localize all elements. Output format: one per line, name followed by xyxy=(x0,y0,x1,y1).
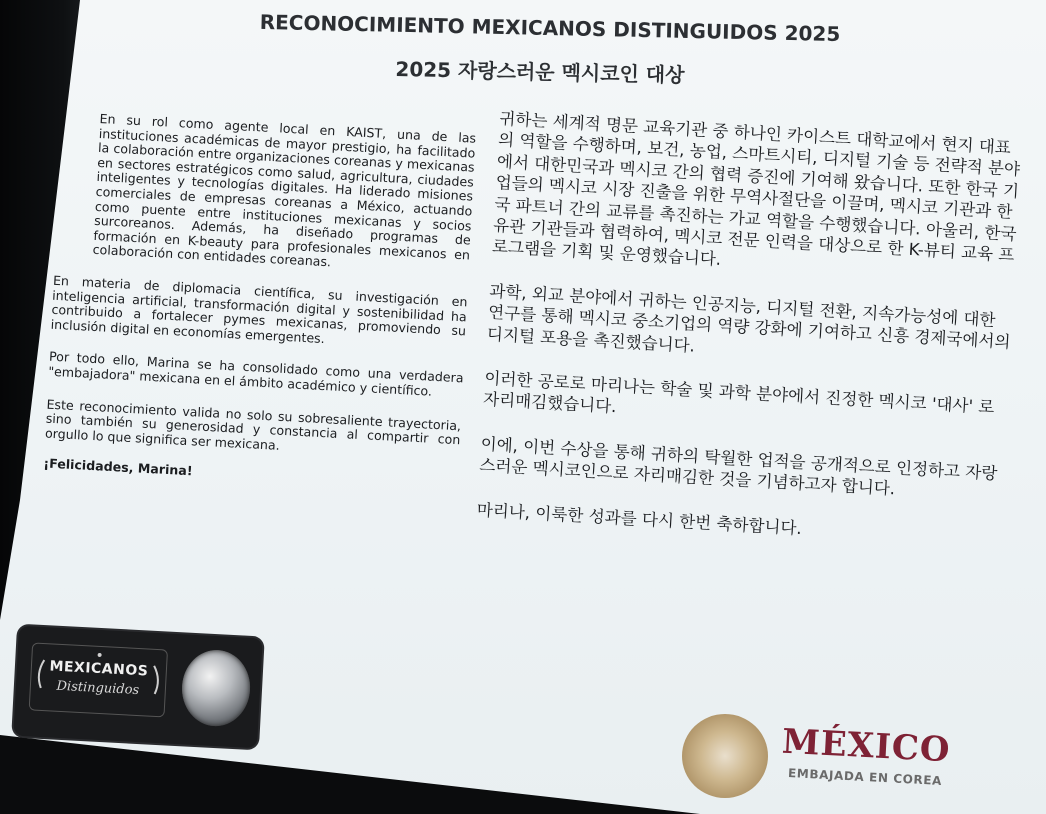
korean-paragraph-2: 과학, 외교 분야에서 귀하는 인공지능, 디지털 전환, 지속가능성에 대한 연구를 통해 멕시코 중소기업의 역량 강화에 기여하고 신흥 경제국에서의 디지털 포용을 촉진했습니다. xyxy=(486,281,1011,356)
badge-subtitle: Distinguidos xyxy=(56,678,140,699)
korean-congratulations: 마리나, 이룩한 성과를 다시 한번 축하합니다. xyxy=(476,500,803,538)
spanish-paragraph-4: Este reconocimiento valida no solo su sobresaliente trayectoria, sino también su generosidad y constancia al compartir con orgullo lo que significa ser mexicana. xyxy=(44,396,462,453)
embassy-subtitle: EMBAJADA EN COREA xyxy=(787,765,943,789)
mexican-coat-of-arms-icon xyxy=(682,714,768,798)
spanish-text-column xyxy=(42,110,476,511)
spanish-paragraph-2: En materia de diplomacia científica, su investigación en inteligencia artificial, transformación digital y sostenibilidad ha contribuido a fortalecer pymes mexicanas, promoviendo su inclusión digital en economías emergentes. xyxy=(50,272,468,346)
korean-text-column xyxy=(475,108,1027,574)
plaque-title-korean: 2025 자랑스러운 멕시코인 대상 xyxy=(395,56,685,88)
silver-coin-icon xyxy=(180,648,252,727)
mexicanos-distinguidos-badge xyxy=(13,626,262,749)
korean-paragraph-1: 귀하는 세계적 명문 교육기관 중 하나인 카이스트 대학교에서 현지 대표의 역할을 수행하며, 보건, 농업, 스마트시티, 디지털 기술 등 전략적 분야에서 대한민국과 멕시코 간의 협력 증진에 기여해 왔습니다. 또한 한국 기업들의 멕시코 시장 진출을 위한 무역사절단을 이끌며, 멕시코 기관과 한국 파트너 간의 교류를 촉진하는 가교 역할을 수행했습니다. 아울러, 한국 유관 기관들과 협력하여, 멕시코 전문 인력을 대상으로 한 K-뷰티 교육 프로그램을 기획 및 운영했습니다. xyxy=(491,108,1021,270)
laurel-emblem xyxy=(29,642,168,717)
spanish-congratulations: ¡Felicidades, Marina! xyxy=(43,455,193,479)
badge-title: MEXICANOS xyxy=(49,658,149,680)
korean-paragraph-4: 이에, 이번 수상을 통해 귀하의 탁월한 업적을 공개적으로 인정하고 자랑스러운 멕시코인으로 자리매김한 것을 기념하고자 합니다. xyxy=(478,434,998,499)
plaque-title-spanish: RECONOCIMIENTO MEXICANOS DISTINGUIDOS 2025 xyxy=(259,9,841,47)
mexico-wordmark: MÉXICO xyxy=(781,721,952,771)
spanish-paragraph-3: Por todo ello, Marina se ha consolidado como una verdadera "embajadora" mexicana en el ámbito académico y científico. xyxy=(47,348,464,399)
korean-paragraph-3: 이러한 공로로 마리나는 학술 및 과학 분야에서 진정한 멕시코 '대사' 로 자리매김했습니다. xyxy=(482,368,995,417)
spanish-paragraph-1: En su rol como agente local en KAIST, una de las instituciones académicas de mayor prestigio, ha facilitado la colaboración entre organizaciones coreanas y mexicanas en sectores estratégicos como salud, agricultura, ciudades inteligentes y tecnologías digitales. Ha liderado misiones comerciales de empresas coreanas a México, actuando como puente entre instituciones mexicanas y socios surcoreanos. Además, ha diseñado programas de formación en K-beauty para profesionales mexicanos en colaboración con entidades coreanas. xyxy=(92,110,477,270)
